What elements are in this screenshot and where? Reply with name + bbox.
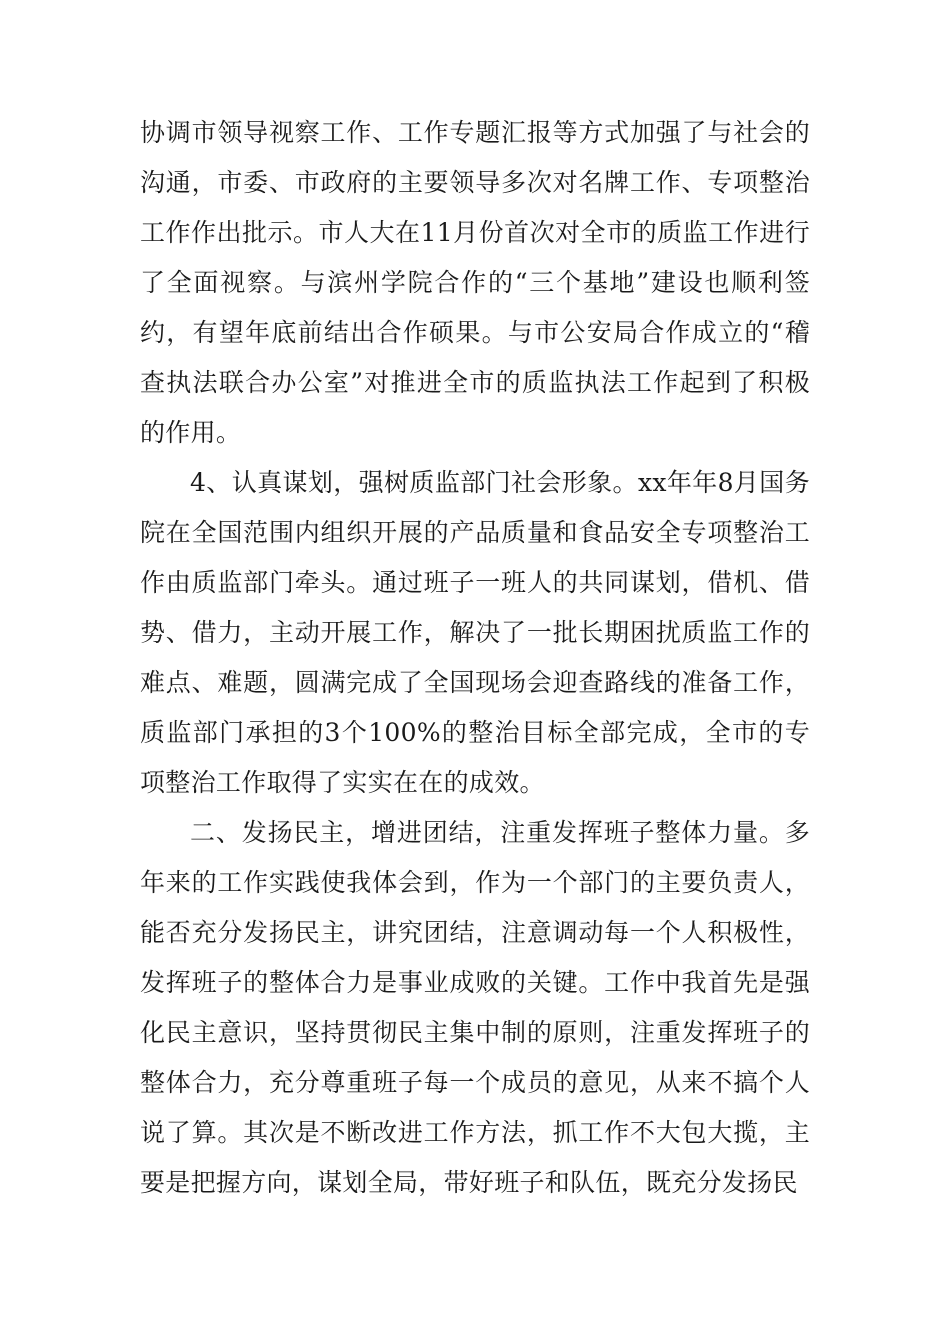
- paragraph-item-4: 4、认真谋划，强树质监部门社会形象。xx年年8月国务院在全国范围内组织开展的产品质量和食品安全专项整治工作由质监部门牵头。通过班子一班人的共同谋划，借机、借势、借力，主动开展工作，解决了一批长期困扰质监工作的难点、难题，圆满完成了全国现场会迎查路线的准备工作，质监部门承担的3个100%的整治目标全部完成，全市的专项整治工作取得了实实在在的成效。: [140, 468, 810, 797]
- paragraph-section-2: 二、发扬民主，增进团结，注重发挥班子整体力量。多年来的工作实践使我体会到，作为一个部门的主要负责人，能否充分发扬民主，讲究团结，注意调动每一个人积极性，发挥班子的整体合力是事业成败的关键。工作中我首先是强化民主意识，坚持贯彻民主集中制的原则，注重发挥班子的整体合力，充分尊重班子每一个成员的意见，从来不搞个人说了算。其次是不断改进工作方法，抓工作不大包大揽，主要是把握方向，谋划全局，带好班子和队伍，既充分发扬民: [140, 818, 810, 1197]
- document-body: [140, 108, 810, 1208]
- paragraph-continuation: 协调市领导视察工作、工作专题汇报等方式加强了与社会的沟通，市委、市政府的主要领导多次对名牌工作、专项整治工作作出批示。市人大在11月份首次对全市的质监工作进行了全面视察。与滨州学院合作的“三个基地”建设也顺利签约，有望年底前结出合作硕果。与市公安局合作成立的“稽查执法联合办公室”对推进全市的质监执法工作起到了积极的作用。: [140, 118, 810, 447]
